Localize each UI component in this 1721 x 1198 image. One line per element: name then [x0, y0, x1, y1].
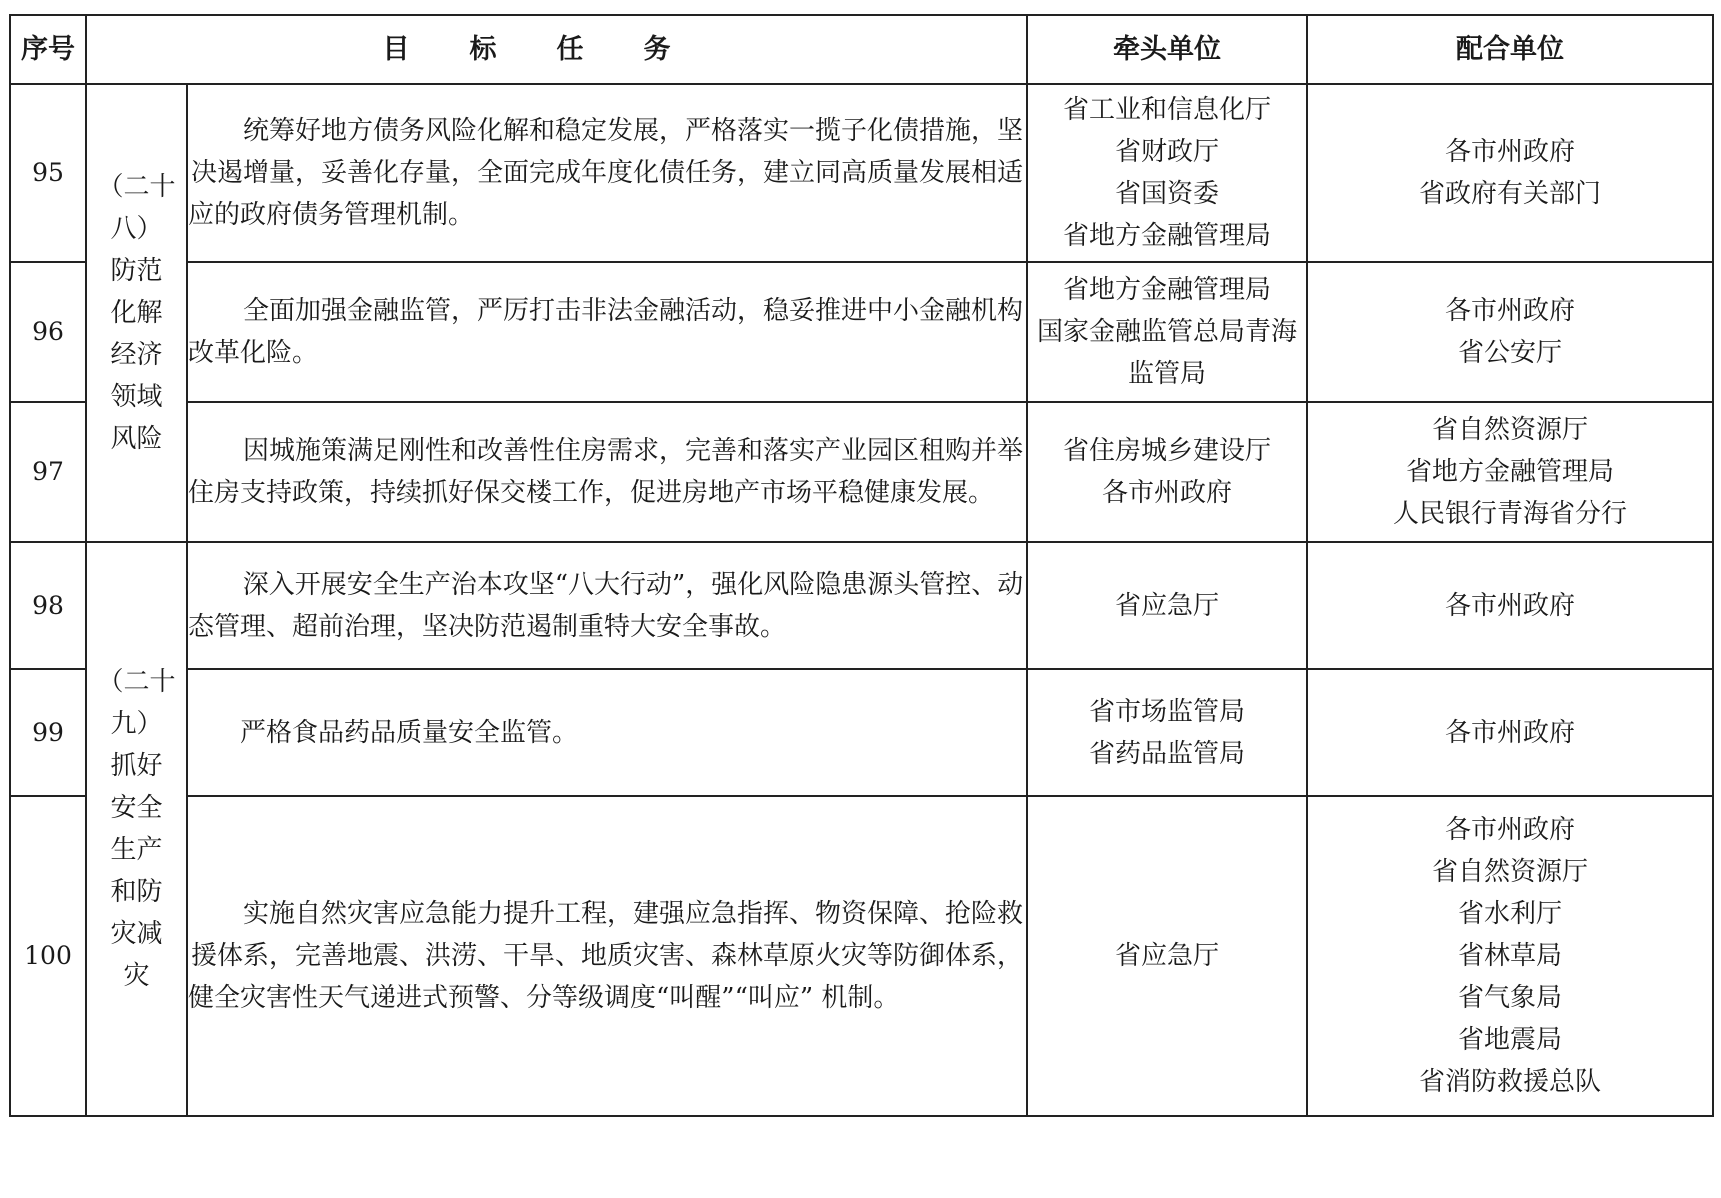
category-label-line: 安全 [110, 793, 163, 823]
category-label-line: 抓好 [110, 751, 163, 781]
table-row [10, 84, 1713, 262]
header-task: 目标任务 [86, 15, 1027, 84]
category-label-line: （二十八） [97, 172, 176, 244]
row-lead-units [1027, 84, 1307, 262]
table-row [10, 402, 1713, 542]
coop-unit: 省水利厅 [1457, 899, 1562, 929]
lead-unit: 省工业和信息化厅 [1062, 95, 1271, 125]
row-coop-units [1307, 669, 1713, 796]
lead-unit: 省地方金融管理局 [1062, 275, 1271, 305]
coop-unit: 省地震局 [1457, 1025, 1562, 1055]
row-seq: 95 [10, 84, 86, 262]
row-task: 全面加强金融监管，严厉打击非法金融活动，稳妥推进中小金融机构改革化险。 [187, 262, 1027, 402]
category-label-line: 灾 [123, 961, 150, 991]
lead-unit: 省地方金融管理局 [1062, 221, 1271, 251]
row-lead-units [1027, 669, 1307, 796]
row-seq: 97 [10, 402, 86, 542]
category-label-line: 防范 [110, 256, 163, 286]
table-row [10, 796, 1713, 1116]
row-task: 统筹好地方债务风险化解和稳定发展，严格落实一揽子化债措施，坚决遏增量，妥善化存量，全面完成年度化债任务，建立同高质量发展相适应的政府债务管理机制。 [187, 84, 1027, 262]
row-seq: 99 [10, 669, 86, 796]
row-task: 深入开展安全生产治本攻坚“八大行动”，强化风险隐患源头管控、动态管理、超前治理，坚决防范遏制重特大安全事故。 [187, 542, 1027, 669]
lead-unit: 省国资委 [1114, 179, 1219, 209]
coop-unit: 省自然资源厅 [1431, 415, 1588, 445]
row-task: 因城施策满足刚性和改善性住房需求，完善和落实产业园区租购并举住房支持政策，持续抓好保交楼工作，促进房地产市场平稳健康发展。 [187, 402, 1027, 542]
row-lead-units [1027, 542, 1307, 669]
coop-unit: 人民银行青海省分行 [1392, 499, 1627, 529]
row-task: 严格食品药品质量安全监管。 [187, 669, 1027, 796]
lead-unit: 各市州政府 [1101, 478, 1232, 508]
row-lead-units [1027, 796, 1307, 1116]
header-coop: 配合单位 [1307, 15, 1713, 84]
coop-unit: 省地方金融管理局 [1405, 457, 1614, 487]
coop-unit: 各市州政府 [1444, 717, 1575, 748]
row-seq: 98 [10, 542, 86, 669]
lead-unit: 省市场监管局 [1088, 696, 1245, 727]
table-row [10, 669, 1713, 796]
category-label-line: 领域 [110, 382, 163, 412]
header-row [10, 15, 1713, 84]
coop-unit: 省公安厅 [1457, 338, 1562, 368]
category-label-line: 经济 [110, 340, 163, 370]
coop-unit: 省消防救援总队 [1418, 1067, 1601, 1097]
lead-unit: 省财政厅 [1114, 137, 1219, 167]
category-label-line: 灾减 [110, 919, 163, 949]
coop-unit: 省政府有关部门 [1418, 179, 1601, 209]
row-lead-units [1027, 402, 1307, 542]
row-lead-units [1027, 262, 1307, 402]
coop-unit: 各市州政府 [1444, 590, 1575, 621]
header-seq: 序号 [10, 15, 86, 84]
coop-unit: 省气象局 [1457, 983, 1562, 1013]
coop-unit: 各市州政府 [1444, 137, 1575, 167]
lead-unit: 省应急厅 [1114, 941, 1219, 971]
lead-unit: 省药品监管局 [1088, 738, 1245, 769]
coop-unit: 省林草局 [1457, 941, 1562, 971]
category-label-line: （二十九） [97, 667, 176, 739]
header-lead: 牵头单位 [1027, 15, 1307, 84]
table-row [10, 262, 1713, 402]
category-label-line: 和防 [110, 877, 163, 907]
lead-unit: 省住房城乡建设厅 [1062, 436, 1271, 466]
row-task: 实施自然灾害应急能力提升工程，建强应急指挥、物资保障、抢险救援体系，完善地震、洪涝、干旱、地质灾害、森林草原火灾等防御体系，健全灾害性天气递进式预警、分等级调度“叫醒”“叫应” 机制。 [187, 796, 1027, 1116]
row-coop-units [1307, 84, 1713, 262]
category-label-line: 风险 [110, 424, 163, 454]
lead-unit: 监管局 [1127, 359, 1206, 389]
lead-unit: 省应急厅 [1114, 590, 1219, 621]
row-coop-units [1307, 796, 1713, 1116]
task-table [9, 14, 1714, 1117]
category-cell [86, 542, 187, 1116]
row-seq: 96 [10, 262, 86, 402]
row-coop-units [1307, 402, 1713, 542]
category-cell [86, 84, 187, 542]
coop-unit: 各市州政府 [1444, 815, 1575, 845]
row-coop-units [1307, 262, 1713, 402]
lead-unit: 国家金融监管总局青海 [1036, 317, 1297, 347]
table-row [10, 542, 1713, 669]
row-coop-units [1307, 542, 1713, 669]
coop-unit: 各市州政府 [1444, 296, 1575, 326]
row-seq: 100 [10, 796, 86, 1116]
category-label-line: 生产 [110, 835, 163, 865]
category-label-line: 化解 [110, 298, 163, 328]
coop-unit: 省自然资源厅 [1431, 857, 1588, 887]
